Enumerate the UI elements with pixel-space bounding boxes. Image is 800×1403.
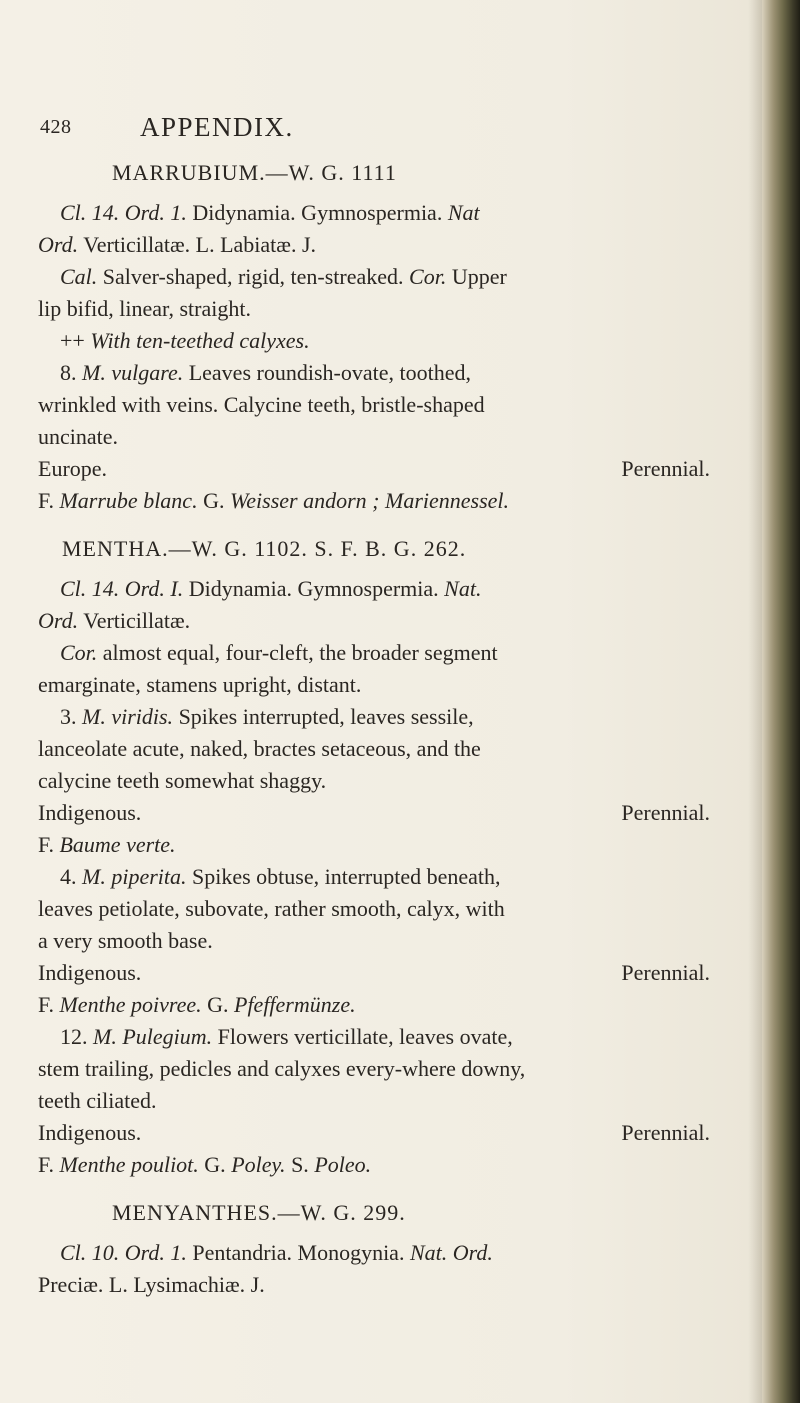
marrubium-lip-line: lip bifid, linear, straight. [38, 296, 251, 321]
page-title: APPENDIX. [140, 112, 294, 142]
ord-label: Ord. [38, 608, 79, 633]
species-desc: Spikes obtuse, interrupted beneath, [192, 864, 501, 889]
french-name: Menthe pouliot. [59, 1152, 199, 1177]
species-name: M. viridis. [82, 704, 174, 729]
marrubium-section-line [60, 328, 310, 354]
cor-label: Cor. [409, 264, 447, 289]
mentha-species-12 [60, 1024, 513, 1050]
marrubium-names-line [38, 488, 509, 514]
french-label: F. [38, 992, 54, 1017]
mentha-class-line [60, 576, 710, 602]
species-desc: Flowers verticillate, leaves ovate, [217, 1024, 513, 1049]
french-label: F. [38, 1152, 54, 1177]
species-name: M. Pulegium. [93, 1024, 213, 1049]
german-label: G. [204, 1152, 226, 1177]
mentha-species-3 [60, 704, 474, 730]
class-text: Pentandria. Monogynia. [192, 1240, 405, 1265]
page-gutter-shadow [748, 0, 762, 1403]
french-name: Menthe poivree. [59, 992, 202, 1017]
menyanthes-prec-line: Preciæ. L. Lysimachiæ. J. [38, 1272, 265, 1297]
section-text: With ten-teethed calyxes. [90, 328, 310, 353]
duration: Perennial. [621, 456, 710, 481]
nat-label: Nat. [444, 576, 482, 601]
species-number: 4. [60, 864, 77, 889]
habitat: Indigenous. [38, 1120, 142, 1145]
class-label: Cl. 10. Ord. 1. [60, 1240, 187, 1265]
ord-label: Ord. [38, 232, 79, 257]
nat-ord-label: Nat. Ord. [409, 1240, 493, 1265]
mentha-species-3-habitat [38, 800, 710, 826]
spanish-name: Poleo. [314, 1152, 372, 1177]
cor-text: almost equal, four-cleft, the broader segment [102, 640, 498, 665]
marrubium-heading: MARRUBIUM.—W. G. 1111 [112, 160, 397, 185]
running-header [40, 112, 480, 146]
mentha-species-4-habitat [38, 960, 710, 986]
species-number: 8. [60, 360, 77, 385]
mentha-species-4-names [38, 992, 356, 1018]
menyanthes-class-line [60, 1240, 715, 1266]
mentha-species-4 [60, 864, 501, 890]
mentha-cor-line [60, 640, 498, 666]
menyanthes-heading: MENYANTHES.—W. G. 299. [112, 1200, 406, 1225]
mentha-cor-line2: emarginate, stamens upright, distant. [38, 672, 362, 697]
habitat: Indigenous. [38, 800, 142, 825]
section-mark: ++ [60, 328, 85, 353]
marrubium-species-8-line2: wrinkled with veins. Calycine teeth, bristle-shaped [38, 392, 485, 417]
class-text: Didynamia. Gymnospermia. [192, 200, 443, 225]
ord-text: Verticillatæ. [83, 608, 191, 633]
marrubium-species-8-line3: uncinate. [38, 424, 119, 449]
species-desc: Spikes interrupted, leaves sessile, [178, 704, 474, 729]
german-name: Poley. [231, 1152, 286, 1177]
duration: Perennial. [621, 960, 710, 985]
page-number: 428 [40, 116, 72, 138]
mentha-ord-line [38, 608, 190, 634]
duration: Perennial. [621, 1120, 710, 1145]
species-number: 12. [60, 1024, 88, 1049]
mentha-species-12-habitat [38, 1120, 710, 1146]
cor-text: Upper [451, 264, 507, 289]
cal-label: Cal. [60, 264, 98, 289]
species-desc: Leaves roundish-ovate, toothed, [188, 360, 471, 385]
marrubium-ord-line [38, 232, 316, 258]
german-name: Weisser andorn ; Mariennessel. [229, 488, 510, 513]
mentha-species-4-line2: leaves petiolate, subovate, rather smooth, calyx, with [38, 896, 505, 921]
marrubium-cal-line [60, 264, 507, 290]
duration: Perennial. [621, 800, 710, 825]
french-label: F. [38, 488, 54, 513]
class-label: Cl. 14. Ord. 1. [60, 200, 187, 225]
mentha-species-12-line2: stem trailing, pedicles and calyxes every-where downy, [38, 1056, 526, 1081]
mentha-species-12-line3: teeth ciliated. [38, 1088, 157, 1113]
french-name: Marrube blanc. [59, 488, 198, 513]
french-name: Baume verte. [59, 832, 176, 857]
ord-text: Verticillatæ. L. Labiatæ. J. [83, 232, 317, 257]
marrubium-habitat-line [38, 456, 710, 482]
mentha-species-4-line3: a very smooth base. [38, 928, 213, 953]
habitat: Indigenous. [38, 960, 142, 985]
german-name: Pfeffermünze. [234, 992, 356, 1017]
marrubium-class-line [60, 200, 725, 226]
mentha-species-3-names [38, 832, 176, 858]
marrubium-species-8 [60, 360, 471, 386]
nat-label: Nat [447, 200, 480, 225]
spanish-label: S. [291, 1152, 309, 1177]
mentha-species-12-names [38, 1152, 371, 1178]
habitat: Europe. [38, 456, 108, 481]
german-label: G. [203, 488, 225, 513]
mentha-heading: MENTHA.—W. G. 1102. S. F. B. G. 262. [62, 536, 467, 561]
german-label: G. [207, 992, 229, 1017]
french-label: F. [38, 832, 54, 857]
species-name: M. piperita. [82, 864, 187, 889]
mentha-species-3-line2: lanceolate acute, naked, bractes setaceous, and the [38, 736, 481, 761]
cor-label: Cor. [60, 640, 98, 665]
class-text: Didynamia. Gymnospermia. [188, 576, 439, 601]
cal-text: Salver-shaped, rigid, ten-streaked. [102, 264, 404, 289]
mentha-species-3-line3: calycine teeth somewhat shaggy. [38, 768, 327, 793]
class-label: Cl. 14. Ord. I. [60, 576, 184, 601]
page-edge [762, 0, 800, 1403]
species-number: 3. [60, 704, 77, 729]
species-name: M. vulgare. [82, 360, 184, 385]
